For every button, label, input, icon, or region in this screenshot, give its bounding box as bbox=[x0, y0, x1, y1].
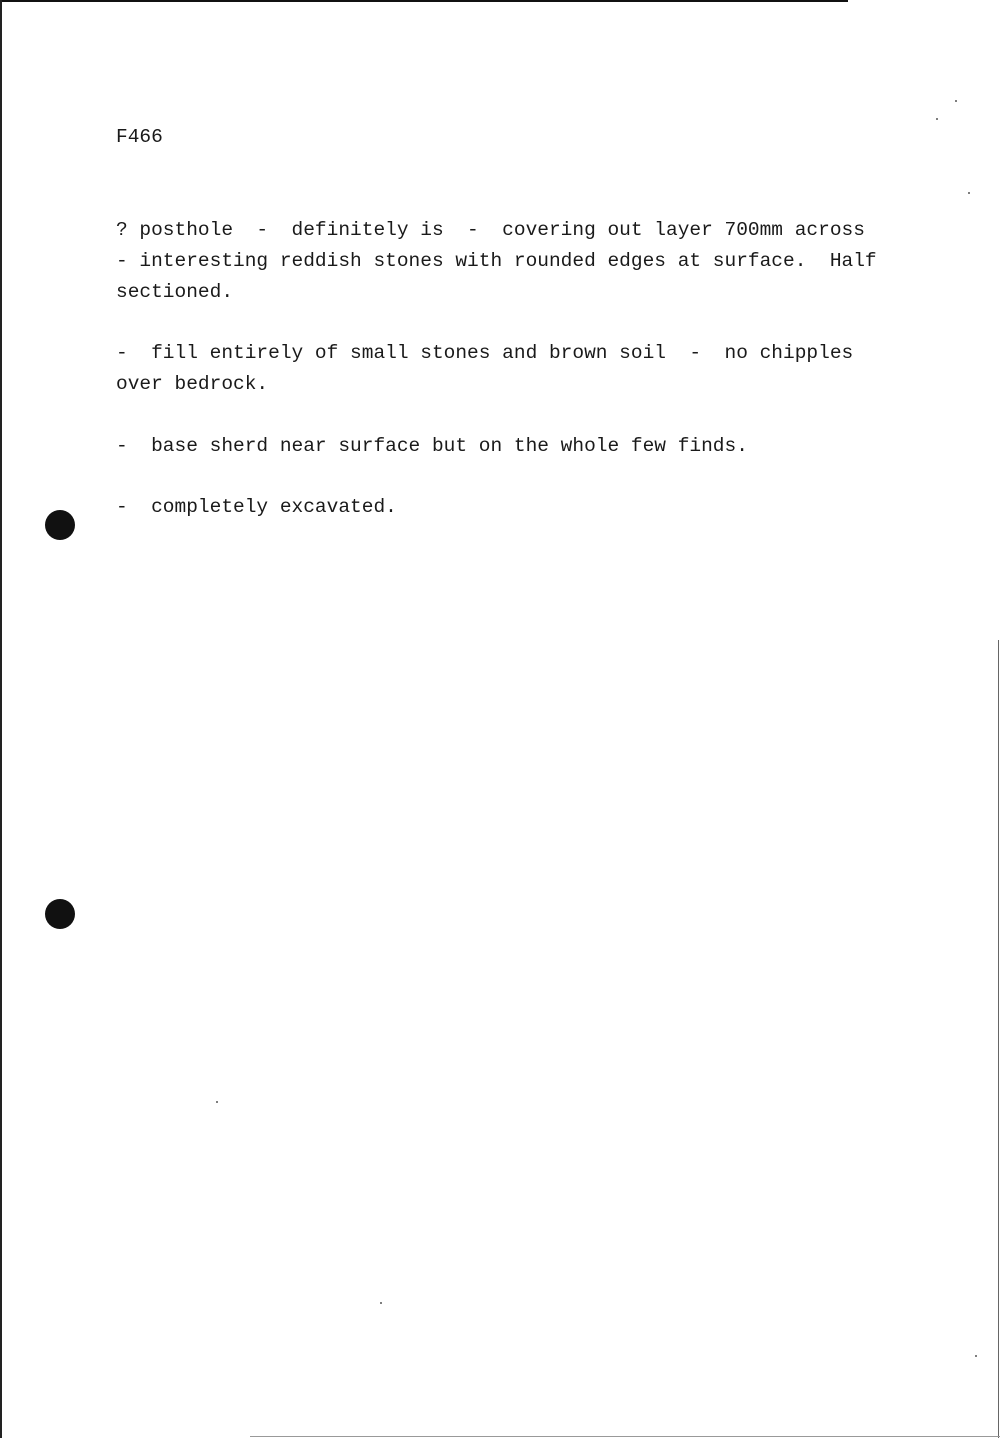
text-line: - completely excavated. bbox=[116, 496, 397, 518]
paragraph-fill bbox=[116, 338, 853, 400]
text-line: - interesting reddish stones with rounded edges at surface. Half bbox=[116, 250, 877, 272]
scan-speck bbox=[380, 1302, 382, 1304]
scan-speck bbox=[968, 192, 970, 194]
text-line: - base sherd near surface but on the whole few finds. bbox=[116, 435, 748, 457]
feature-reference: F466 bbox=[116, 126, 163, 148]
scan-speck bbox=[936, 118, 938, 120]
scan-edge-left bbox=[0, 0, 2, 1438]
scan-edge-top bbox=[0, 0, 848, 2]
paragraph-excavation bbox=[116, 492, 397, 523]
text-line: - fill entirely of small stones and brown soil - no chipples bbox=[116, 342, 854, 364]
punch-hole bbox=[45, 510, 75, 540]
scan-speck bbox=[955, 100, 957, 102]
text-line: over bedrock. bbox=[116, 373, 269, 395]
scan-speck bbox=[975, 1355, 977, 1357]
punch-hole bbox=[45, 899, 75, 929]
paragraph-posthole bbox=[116, 215, 877, 308]
scan-edge-right bbox=[998, 640, 999, 1438]
scan-speck bbox=[216, 1101, 218, 1103]
scan-edge-bottom bbox=[250, 1436, 1000, 1437]
text-line: ? posthole - definitely is - covering out layer 700mm across bbox=[116, 219, 865, 241]
paragraph-finds bbox=[116, 431, 748, 462]
text-line: sectioned. bbox=[116, 281, 234, 303]
